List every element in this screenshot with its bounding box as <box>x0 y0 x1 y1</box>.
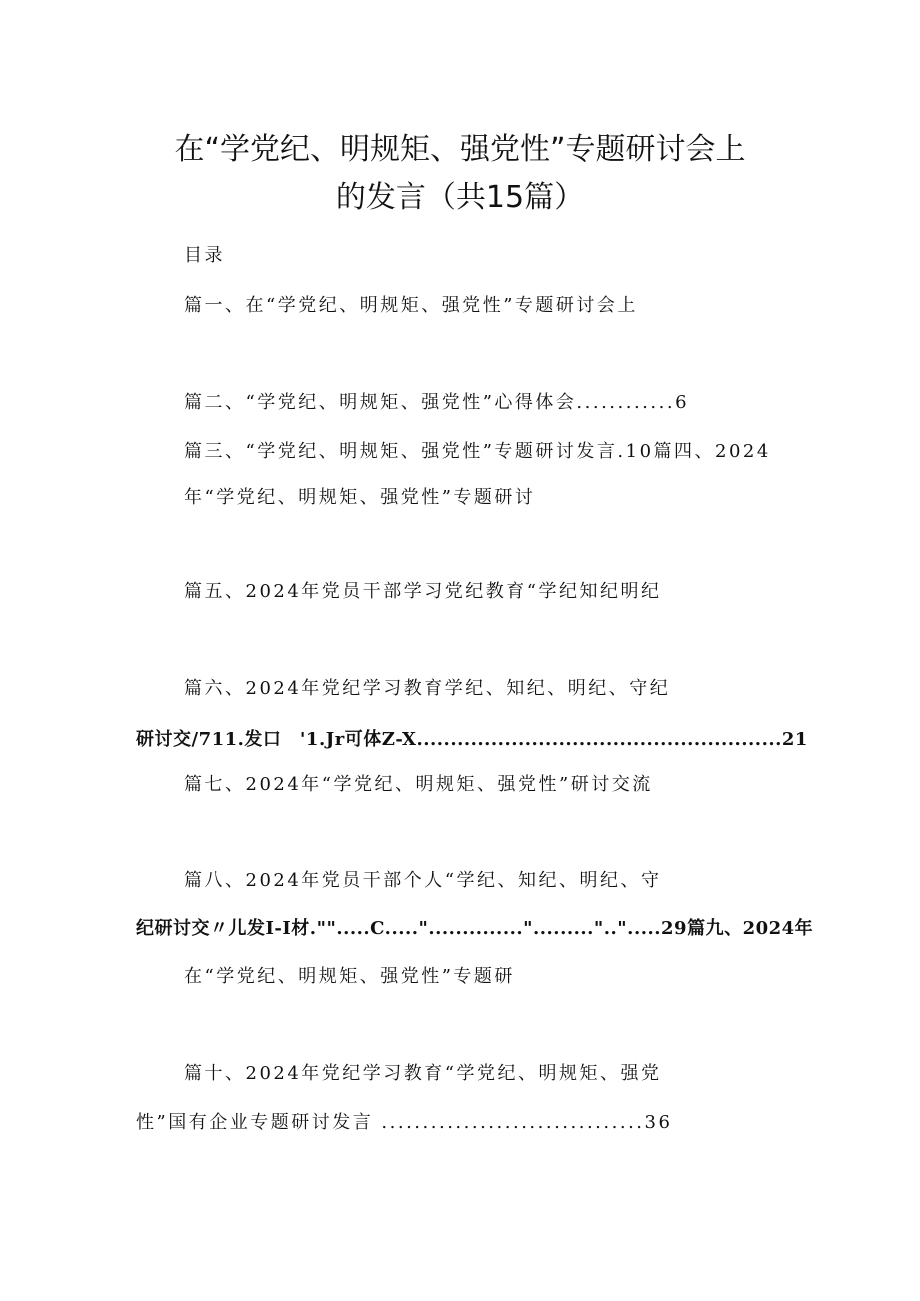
document-title-line-2: 的发言（共15篇） <box>335 180 585 215</box>
toc-entry-2: 篇二、“学党纪、明规矩、强党性”心得体会............6 <box>184 392 690 413</box>
toc-entry-10-cont: 性”国有企业专题研讨发言 ................................36 <box>136 1112 673 1133</box>
toc-entry-10: 篇十、2024年党纪学习教育“学党纪、明规矩、强党 <box>184 1063 662 1084</box>
document-title-line-1: 在“学党纪、明规矩、强党性”专题研讨会上 <box>174 132 746 167</box>
toc-entry-1: 篇一、在“学党纪、明规矩、强党性”专题研讨会上 <box>184 295 638 316</box>
toc-entry-6-cont: 研讨交/711.发口 '1.Jr可体Z-X......................................................21 <box>136 729 808 750</box>
toc-entry-4-cont: 年“学党纪、明规矩、强党性”专题研讨 <box>184 487 536 508</box>
toc-entry-3: 篇三、“学党纪、明规矩、强党性”专题研讨发言.10篇四、2024 <box>184 441 771 462</box>
toc-entry-5: 篇五、2024年党员干部学习党纪教育“学纪知纪明纪 <box>184 581 662 602</box>
toc-entry-7: 篇七、2024年“学党纪、明规矩、强党性”研讨交流 <box>184 774 653 795</box>
toc-heading: 目录 <box>184 245 225 266</box>
toc-entry-8-cont: 纪研讨交〃儿发I-I材."".....C.....".............."........."..".....29篇九、2024年 <box>136 918 814 939</box>
toc-entry-8: 篇八、2024年党员干部个人“学纪、知纪、明纪、守 <box>184 870 662 891</box>
toc-entry-6: 篇六、2024年党纪学习教育学纪、知纪、明纪、守纪 <box>184 678 671 699</box>
toc-entry-9-cont: 在“学党纪、明规矩、强党性”专题研 <box>184 966 515 987</box>
